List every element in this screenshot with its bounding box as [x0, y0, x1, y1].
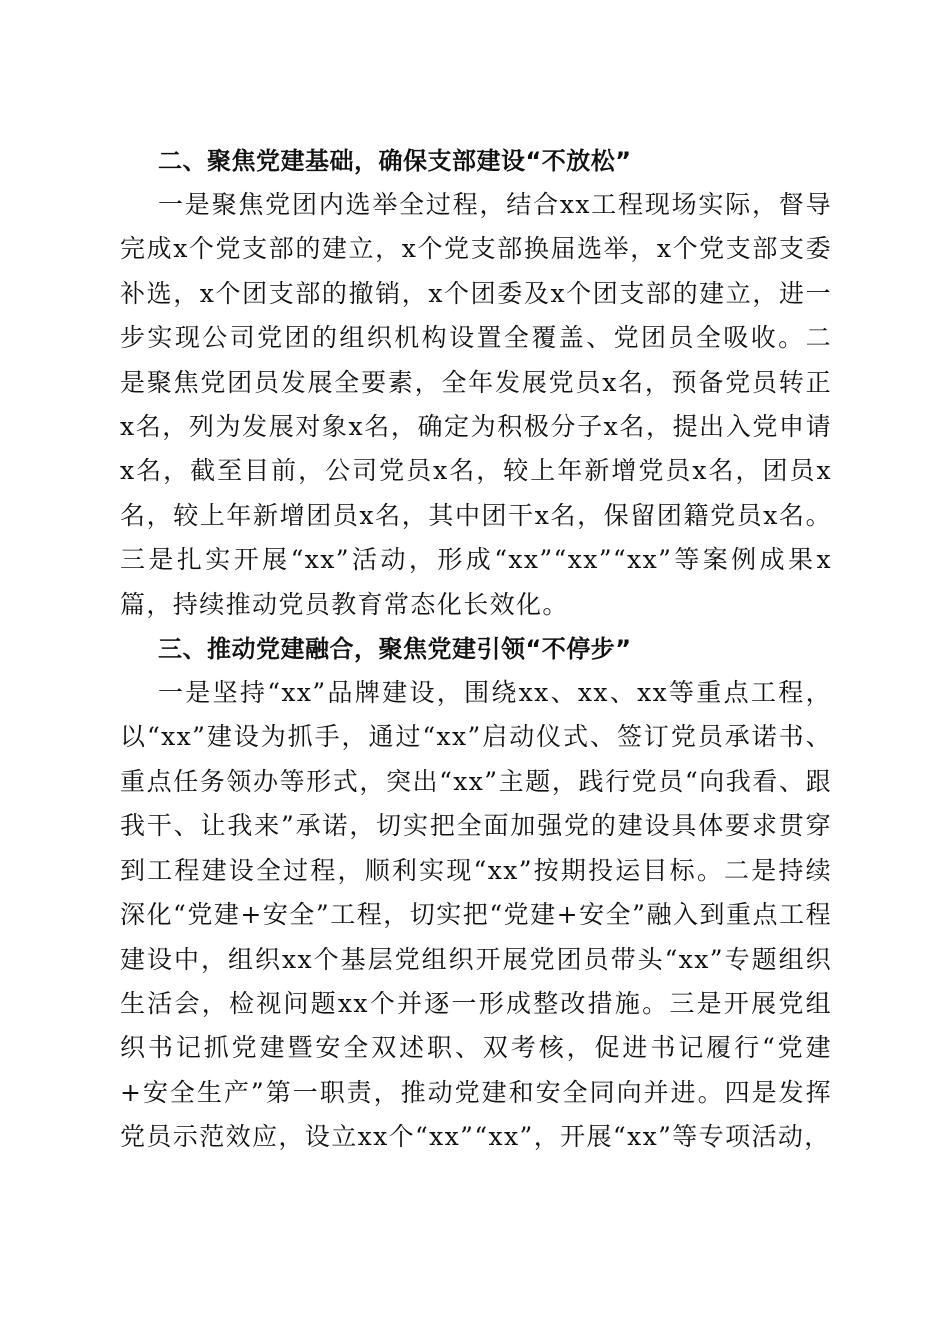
section-3-paragraph: 一是坚持“xx”品牌建设，围绕xx、xx、xx等重点工程，以“xx”建设为抓手，通过“xx”启动仪式、签订党员承诺书、重点任务领办等形式，突出“xx”主题，践行党员“向我看、跟我干、让我来”承诺，切实把全面加强党的建设具体要求贯穿到工程建设全过程，顺利实现“xx”按期投运目标。二是持续深化“党建+安全”工程，切实把“党建+安全”融入到重点工程建设中，组织xx个基层党组织开展党团员带头“xx”专题组织生活会，检视问题xx个并逐一形成整改措施。三是开展党组织书记抓党建暨安全双述职、双考核，促进书记履行“党建+安全生产”第一职责，推动党建和安全同向并进。四是发挥党员示范效应，设立xx个“xx”“xx”，开展“xx”等专项活动， — [120, 678, 832, 1152]
section-2-paragraph: 一是聚焦党团内选举全过程，结合xx工程现场实际，督导完成x个党支部的建立，x个党支部换届选举，x个党支部支委补选，x个团支部的撤销，x个团委及x个团支部的建立，进一步实现公司党团的组织机构设置全覆盖、党团员全吸收。二是聚焦党团员发展全要素，全年发展党员x名，预备党员转正x名，列为发展对象x名，确定为积极分子x名，提出入党申请x名，截至目前，公司党员x名，较上年新增党员x名，团员x名，较上年新增团员x名，其中团干x名，保留团籍党员x名。三是扎实开展“xx”活动，形成“xx”“xx”“xx”等案例成果x篇，持续推动党员教育常态化长效化。 — [120, 190, 832, 619]
section-3-heading: 三、推动党建融合，聚焦党建引领“不停步” — [158, 635, 632, 664]
section-2-heading: 二、聚焦党建基础，确保支部建设“不放松” — [158, 147, 632, 175]
document-body — [120, 139, 832, 1160]
